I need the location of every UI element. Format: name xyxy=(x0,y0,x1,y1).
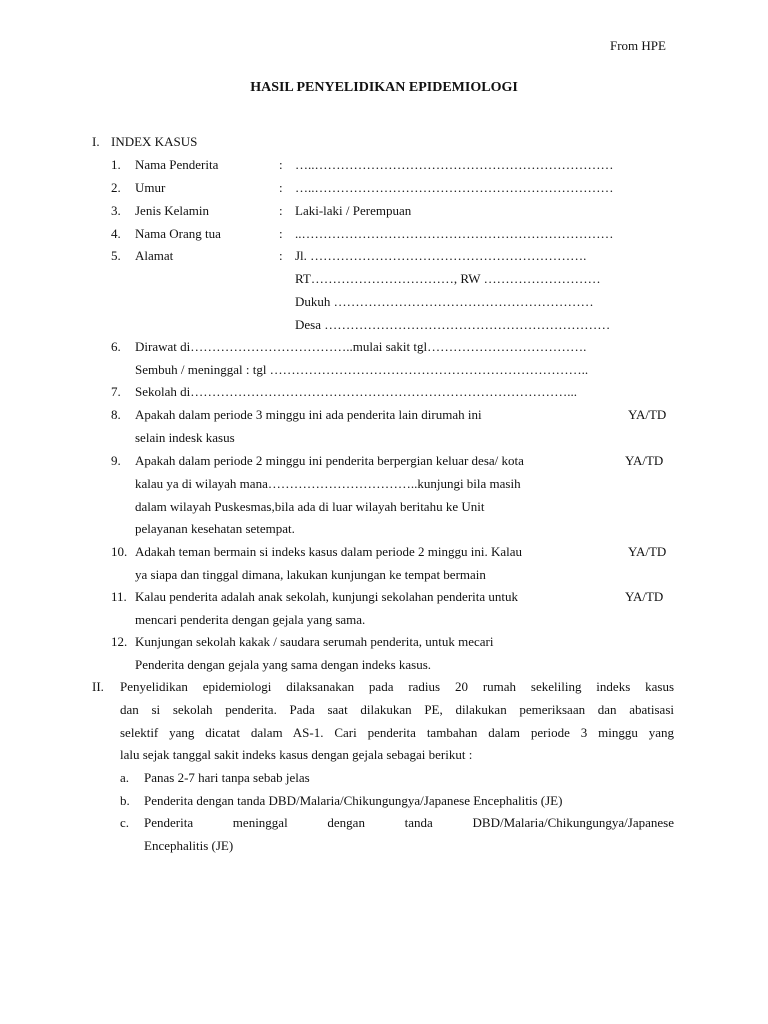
field-label: Alamat xyxy=(135,248,174,263)
item-number: 9. xyxy=(111,453,121,468)
field-label: Nama Penderita xyxy=(135,157,219,172)
point-text: Panas 2-7 hari tanpa sebab jelas xyxy=(144,770,310,785)
item-line: dalam wilayah Puskesmas,bila ada di luar wilayah beritahu ke Unit xyxy=(135,499,485,514)
answer-ya-td: YA/TD xyxy=(625,453,664,468)
alamat-desa: Desa ………………………………………………………… xyxy=(295,317,611,332)
item-number: 12. xyxy=(111,634,128,649)
paragraph-line: lalu sejak tanggal sakit indeks kasus dengan gejala sebagai berikut : xyxy=(120,747,473,762)
point-text: Penderita dengan tanda DBD/Malaria/Chikungungya/Japanese Encephalitis (JE) xyxy=(144,793,563,808)
point-text: Encephalitis (JE) xyxy=(144,838,234,853)
field-number: 5. xyxy=(111,248,121,263)
field-value: …..…………………………………………………………… xyxy=(295,180,614,195)
item-number: 8. xyxy=(111,407,121,422)
field-colon: : xyxy=(279,203,283,218)
item-line: Apakah dalam periode 2 minggu ini penderita berpergian keluar desa/ kota xyxy=(135,453,524,468)
field-colon: : xyxy=(279,157,283,172)
item-line: Penderita dengan gejala yang sama dengan indeks kasus. xyxy=(135,657,432,672)
alamat-jalan: Jl. ………………………………………………………. xyxy=(295,248,587,263)
section-1-heading: INDEX KASUS xyxy=(111,134,198,149)
page-title: HASIL PENYELIDIKAN EPIDEMIOLOGI xyxy=(250,80,518,95)
section-1-number: I. xyxy=(92,134,100,149)
field-value: ..……………………………………………………………… xyxy=(295,226,614,241)
field-colon: : xyxy=(279,226,283,241)
item-line: ya siapa dan tinggal dimana, lakukan kunjungan ke tempat bermain xyxy=(135,567,486,582)
item-line: Sembuh / meninggal : tgl ……………………………………………………………….. xyxy=(135,362,589,377)
item-line: mencari penderita dengan gejala yang sama. xyxy=(135,612,366,627)
field-number: 4. xyxy=(111,226,121,241)
field-value: …..…………………………………………………………… xyxy=(295,157,614,172)
alamat-rt-rw: RT……………………………, RW ……………………… xyxy=(295,271,601,286)
field-value: Laki-laki / Perempuan xyxy=(295,203,412,218)
answer-ya-td: YA/TD xyxy=(625,589,664,604)
from-hpe-label: From HPE xyxy=(610,38,666,53)
item-number: 7. xyxy=(111,384,121,399)
field-label: Jenis Kelamin xyxy=(135,203,210,218)
alamat-dukuh: Dukuh …………………………………………………… xyxy=(295,294,594,309)
field-number: 3. xyxy=(111,203,121,218)
field-colon: : xyxy=(279,248,283,263)
item-number: 10. xyxy=(111,544,128,559)
item-number: 11. xyxy=(111,589,127,604)
point-letter: c. xyxy=(120,815,130,830)
item-line: selain indesk kasus xyxy=(135,430,235,445)
field-number: 1. xyxy=(111,157,121,172)
paragraph-line: selektif yang dicatat dalam AS-1. Cari penderita tambahan dalam periode 3 minggu yang xyxy=(120,725,674,740)
field-number: 2. xyxy=(111,180,121,195)
field-colon: : xyxy=(279,180,283,195)
item-line: Sekolah di……………………………………………………………………………... xyxy=(135,384,577,399)
field-label: Umur xyxy=(135,180,166,195)
item-line: Dirawat di………………………………..mulai sakit tgl………………………………. xyxy=(135,339,587,354)
field-label: Nama Orang tua xyxy=(135,226,221,241)
item-line: pelayanan kesehatan setempat. xyxy=(135,521,295,536)
point-letter: b. xyxy=(120,793,130,808)
paragraph-line: dan si sekolah penderita. Pada saat dilakukan PE, dilakukan pemeriksaan dan abatisasi xyxy=(120,702,674,717)
answer-ya-td: YA/TD xyxy=(628,544,667,559)
item-line: Apakah dalam periode 3 minggu ini ada penderita lain dirumah ini xyxy=(135,407,482,422)
section-2-number: II. xyxy=(92,679,104,694)
item-line: Kunjungan sekolah kakak / saudara serumah penderita, untuk mecari xyxy=(135,634,494,649)
point-text: Penderita meninggal dengan tanda DBD/Malaria/Chikungungya/Japanese xyxy=(144,815,674,830)
item-line: Adakah teman bermain si indeks kasus dalam periode 2 minggu ini. Kalau xyxy=(135,544,523,559)
answer-ya-td: YA/TD xyxy=(628,407,667,422)
item-number: 6. xyxy=(111,339,121,354)
item-line: Kalau penderita adalah anak sekolah, kunjungi sekolahan penderita untuk xyxy=(135,589,519,604)
point-letter: a. xyxy=(120,770,130,785)
item-line: kalau ya di wilayah mana……………………………..kunjungi bila masih xyxy=(135,476,521,491)
paragraph-line: Penyelidikan epidemiologi dilaksanakan pada radius 20 rumah sekeliling indeks kasus xyxy=(120,679,674,694)
